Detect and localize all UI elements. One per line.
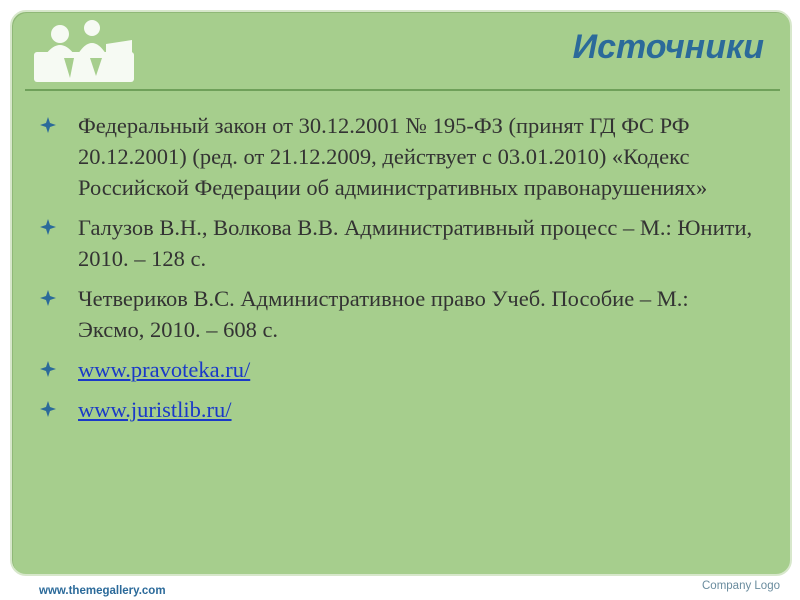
sources-list <box>40 110 755 434</box>
diamond-bullet-icon <box>40 361 56 377</box>
diamond-bullet-icon <box>40 219 56 235</box>
slide-title: Источники <box>572 28 764 66</box>
list-item <box>40 394 755 425</box>
list-item <box>40 283 755 345</box>
list-item <box>40 354 755 385</box>
footer-company-logo: Company Logo <box>702 580 780 592</box>
source-text: Четвериков В.С. Административное право Учеб. Пособие – М.: Эксмо, 2010. – 608 с. <box>78 286 689 342</box>
pravoteka-link[interactable]: www.pravoteka.ru/ <box>78 357 251 382</box>
footer-url: www.themegallery.com <box>39 585 166 597</box>
diamond-bullet-icon <box>40 117 56 133</box>
diamond-bullet-icon <box>40 401 56 417</box>
source-text: Галузов В.Н., Волкова В.В. Административный процесс – М.: Юнити, 2010. – 128 с. <box>78 215 753 271</box>
title-divider <box>25 89 780 91</box>
list-item <box>40 212 755 274</box>
source-text: Федеральный закон от 30.12.2001 № 195-ФЗ (принят ГД ФС РФ 20.12.2001) (ред. от 21.12.2009, действует с 03.01.2010) «Кодекс Российской Федерации об административных правонарушениях» <box>78 113 708 200</box>
list-item <box>40 110 755 203</box>
diamond-bullet-icon <box>40 290 56 306</box>
silhouette-logo-icon <box>34 14 136 86</box>
juristlib-link[interactable]: www.juristlib.ru/ <box>78 397 232 422</box>
